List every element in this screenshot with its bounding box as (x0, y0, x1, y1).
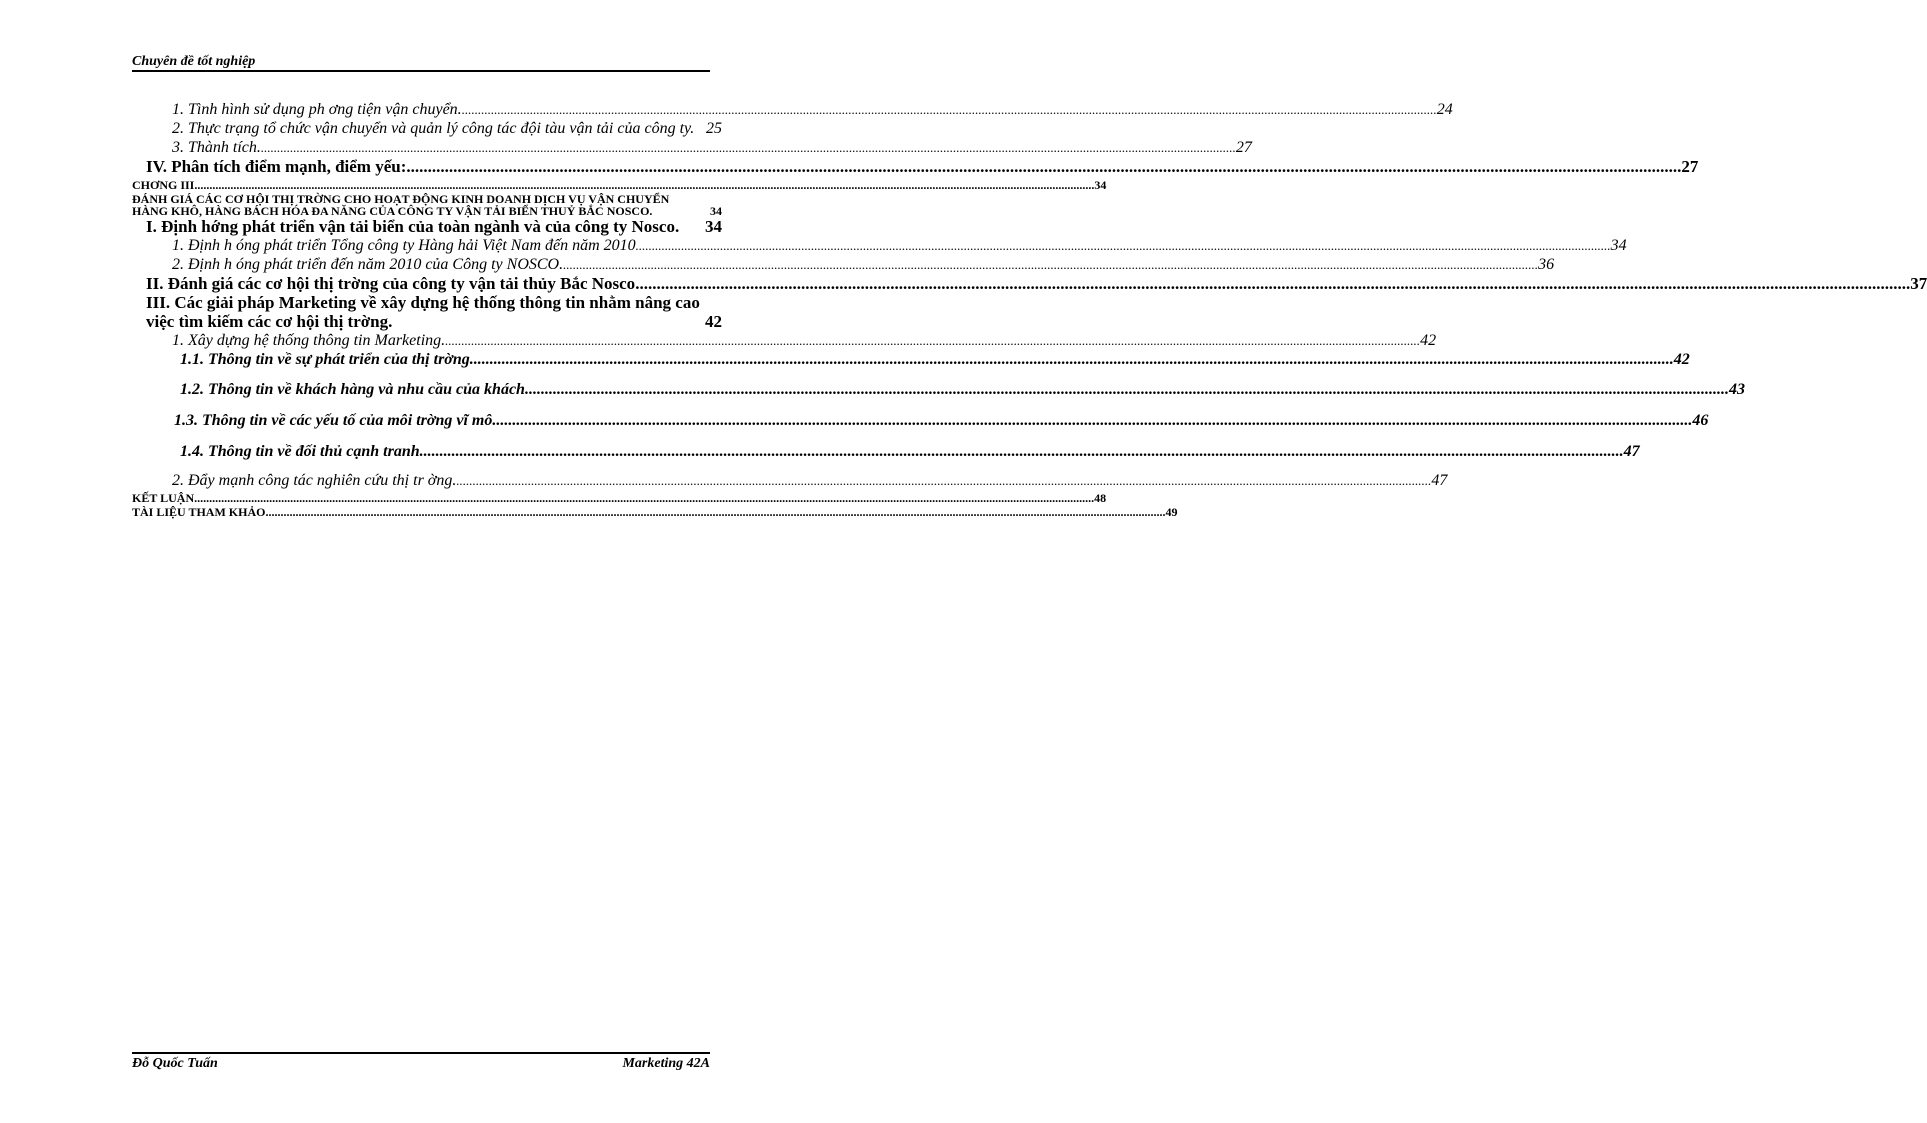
dot-leader (194, 179, 1094, 191)
toc-entry-page: 24 (1436, 101, 1453, 118)
dot-leader (265, 506, 1165, 518)
toc-entry (132, 100, 1453, 119)
toc-entry (132, 119, 722, 138)
toc-entry (132, 236, 1627, 255)
page-footer (132, 1052, 710, 1076)
toc-entry (132, 274, 1927, 293)
toc-entry-page: 34 (1094, 178, 1107, 192)
toc-entry-text: II. Đánh giá các cơ hội thị trờng của công ty vận tải thủy Bắc Nosco (146, 274, 636, 293)
toc-entry (132, 471, 1448, 490)
toc-entry-text: 2. Đẩy mạnh công tác nghiên cứu thị tr ờng. (172, 472, 457, 489)
toc-entry-text: 1.1. Thông tin về sự phát triển của thị trờng. (180, 351, 474, 368)
toc-entry-text: 1. Định h óng phát triển Tổng công ty Hàng hải Việt Nam đến năm 2010 (172, 237, 636, 254)
toc-entry-page: 47 (1623, 443, 1640, 460)
toc-entry-text: TÀI LIỆU THAM KHẢO (132, 505, 266, 519)
toc-entry-page: 25 (706, 120, 722, 137)
toc-entry-text: KẾT LUẬN (132, 491, 195, 505)
dot-leader (406, 157, 1681, 176)
toc-entry-text: ĐÁNH GIÁ CÁC CƠ HỘI THỊ TRỜNG CHO HOẠT ĐỘNG KINH DOANH DỊCH VỤ VẬN CHUYỂN HÀNG KHÔ, HÀNG BÁCH HÓA ĐA NĂNG CỦA CÔNG TY VẬN TẢI BIỂN THUỶ BẮC NOSCO. (132, 192, 670, 218)
toc-entry-page: 43 (1728, 381, 1745, 398)
toc-entry-page: 49 (1165, 505, 1178, 519)
footer-class: Marketing 42A (622, 1056, 710, 1071)
toc-entry (132, 193, 722, 217)
toc-entry-page: 34 (705, 217, 722, 236)
toc-entry (132, 255, 1555, 274)
toc-entry-text: CHƠNG III (132, 178, 195, 192)
toc-entry-page: 47 (1431, 472, 1448, 489)
dot-leader (456, 471, 1431, 490)
toc-entry-text: I. Định hớng phát triển vận tải biển của toàn ngành và của công ty Nosco. (146, 217, 680, 236)
toc-entry-page: 27 (1235, 139, 1252, 156)
toc-entry (132, 491, 1107, 505)
toc-entry-text: 3. Thành tích. (172, 139, 261, 156)
toc-entry (132, 157, 1699, 176)
toc-entry (132, 293, 722, 331)
toc-entry (132, 217, 722, 236)
toc-entry-text: 2. Định h óng phát triển đến năm 2010 của Công ty NOSCO. (172, 256, 564, 273)
toc-entry (132, 350, 1690, 369)
toc-entry-page: 48 (1094, 491, 1107, 505)
dot-leader (462, 100, 1437, 119)
toc-entry-text: IV. Phân tích điểm mạnh, điểm yếu: (146, 157, 407, 176)
toc-entry (132, 138, 1252, 157)
toc-entry-text: 1.3. Thông tin về các yếu tố của môi trờng vĩ mô (174, 412, 493, 429)
dot-leader (635, 274, 1910, 293)
toc-entry-page: 27 (1681, 157, 1699, 176)
toc-entry (132, 411, 1709, 430)
dot-leader (529, 380, 1729, 399)
toc-entry-page: 42 (1420, 332, 1437, 349)
toc-entry-page: 42 (705, 312, 722, 331)
page-header (132, 52, 710, 72)
toc-entry (132, 442, 1640, 461)
toc-entry-text: 1.2. Thông tin về khách hàng và nhu cầu của khách. (180, 381, 529, 398)
header-title: Chuyên đề tốt nghiệp (132, 54, 256, 69)
toc-entry (132, 331, 1437, 350)
table-of-contents (132, 100, 1927, 519)
dot-leader (424, 442, 1624, 461)
dot-leader (563, 255, 1538, 274)
toc-entry-text: 2. Thực trạng tổ chức vận chuyển và quản lý công tác đội tàu vận tải của công ty. (172, 120, 695, 137)
dot-leader (261, 138, 1236, 157)
toc-entry (132, 505, 1178, 519)
toc-entry (132, 178, 1107, 192)
dot-leader (194, 492, 1094, 504)
toc-entry-page: 36 (1538, 256, 1555, 273)
dot-leader (474, 350, 1674, 369)
footer-author: Đỗ Quốc Tuấn (132, 1056, 218, 1071)
toc-entry-page: 37 (1910, 274, 1927, 293)
toc-entry-page: 46 (1692, 412, 1709, 429)
dot-leader (445, 331, 1420, 350)
toc-entry-text: 1. Tình hình sử dụng ph ơng tiện vận chuyển. (172, 101, 462, 118)
dot-leader (636, 236, 1611, 255)
toc-entry-page: 34 (1610, 237, 1627, 254)
toc-entry-text: 1.4. Thông tin về đối thủ cạnh tranh. (180, 443, 424, 460)
toc-entry-text: 1. Xây dựng hệ thống thông tin Marketing. (172, 332, 446, 349)
dot-leader (492, 411, 1692, 430)
toc-entry-text: III. Các giải pháp Marketing về xây dựng hệ thống thông tin nhằm nâng cao việc tìm kiếm các cơ hội thị trờng. (146, 293, 700, 331)
toc-entry (132, 380, 1745, 399)
toc-entry-page: 42 (1673, 351, 1690, 368)
toc-entry-page: 34 (710, 204, 722, 218)
